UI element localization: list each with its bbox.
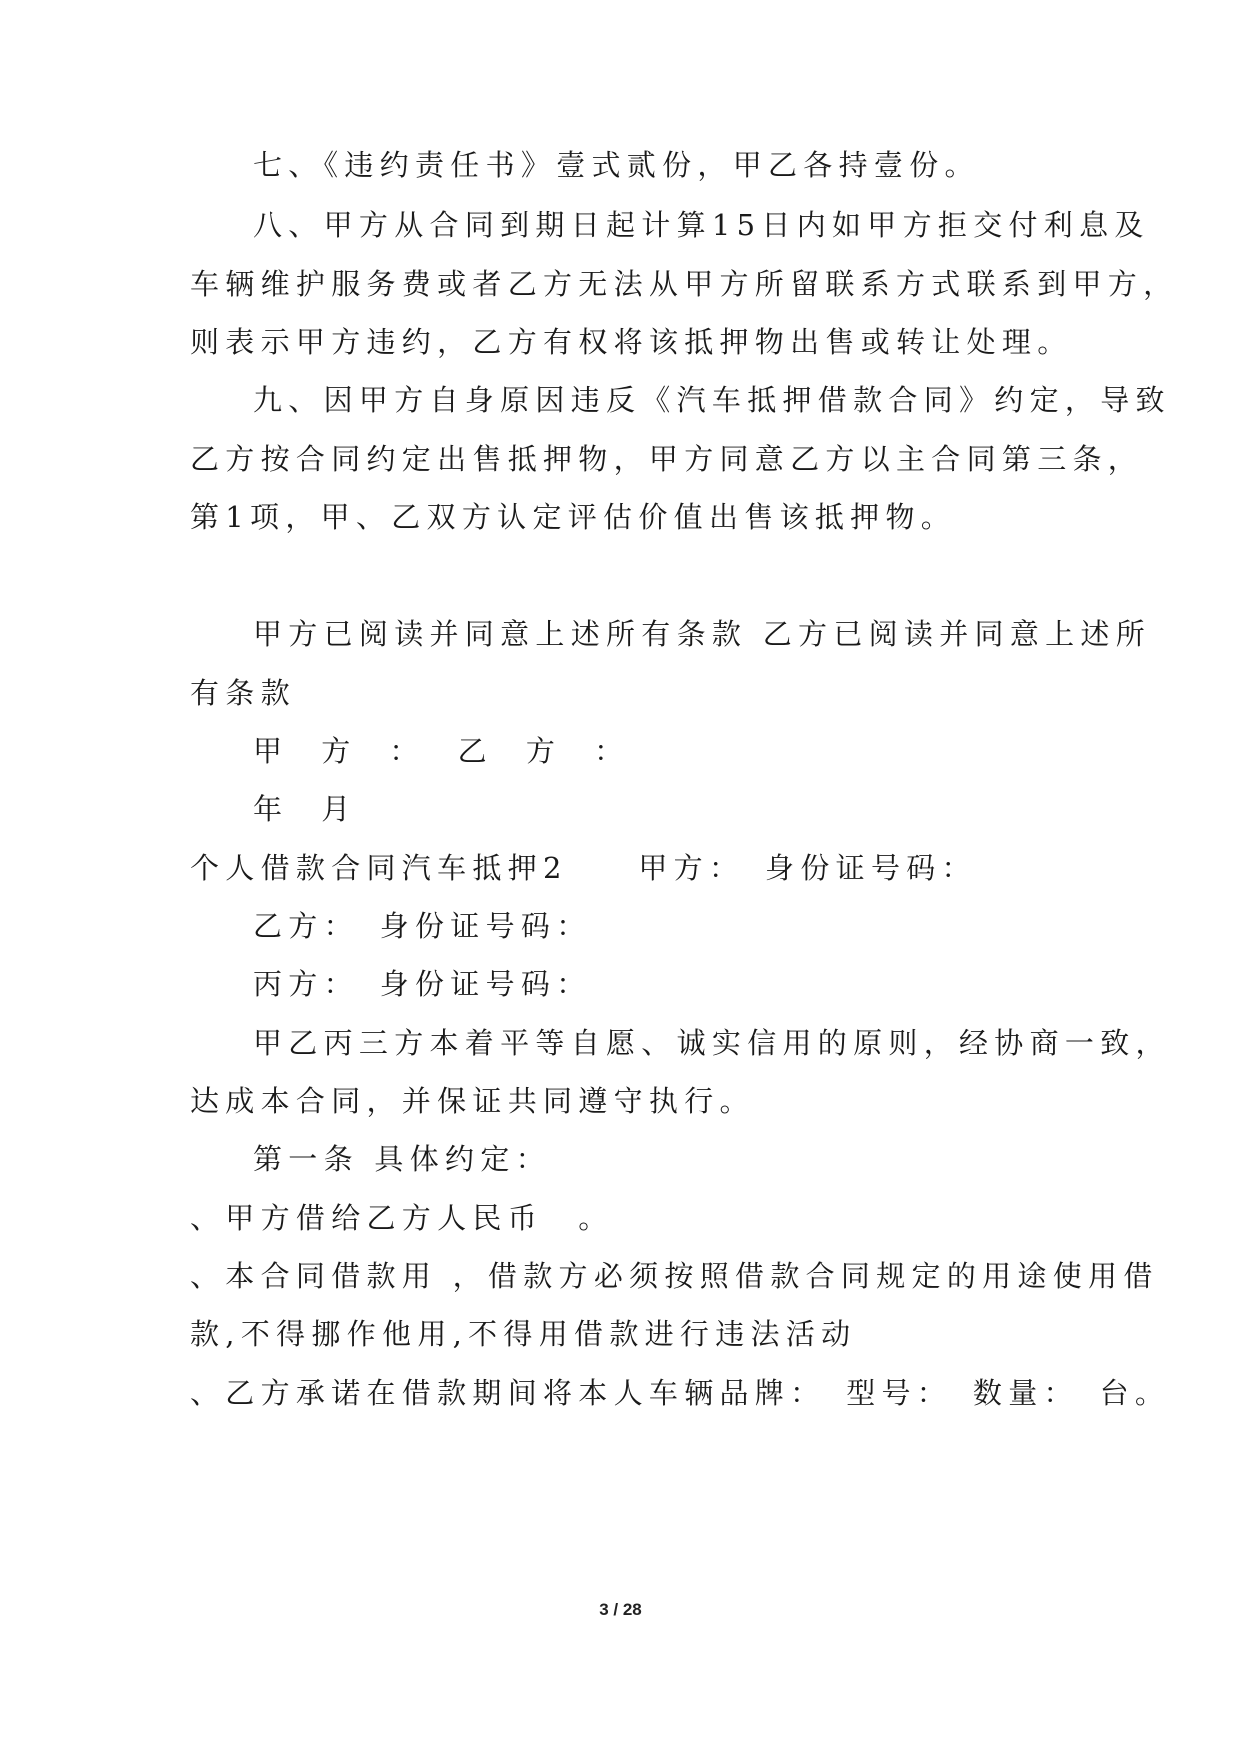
agreement-statement-line-2: 有条款 [190, 676, 296, 710]
agreement-statement-line-1: 甲方已阅读并同意上述所有条款 乙方已阅读并同意上述所 [253, 617, 1152, 651]
signature-parties: 甲 方 ： 乙 方 ： [253, 734, 639, 768]
page-number: 3 / 28 [599, 1600, 642, 1619]
party-c-line: 丙方： 身份证号码： [253, 967, 592, 1001]
paragraph-clause-8-line-2: 车辆维护服务费或者乙方无法从甲方所留联系方式联系到甲方， [190, 267, 1179, 301]
item-loan-purpose-line-2: 款,不得挪作他用,不得用借款进行违法活动 [190, 1317, 857, 1351]
item-vehicle-pledge: 、乙方承诺在借款期间将本人车辆品牌： 型号： 数量： 台。 [190, 1376, 1171, 1410]
paragraph-clause-9-line-2: 乙方按合同约定出售抵押物，甲方同意乙方以主合同第三条， [190, 442, 1144, 476]
paragraph-clause-7: 七、《违约责任书》壹式贰份，甲乙各持壹份。 [253, 148, 980, 182]
paragraph-clause-8-line-1: 八、甲方从合同到期日起计算15日内如甲方拒交付利息及 [253, 208, 1150, 242]
item-loan-amount: 、甲方借给乙方人民币 。 [190, 1201, 614, 1235]
paragraph-clause-8-line-3: 则表示甲方违约，乙方有权将该抵押物出售或转让处理。 [190, 325, 1073, 359]
article-1-heading: 第一条 具体约定： [253, 1142, 551, 1176]
party-b-line: 乙方： 身份证号码： [253, 909, 592, 943]
paragraph-clause-9-line-3: 第1项，甲、乙双方认定评估价值出售该抵押物。 [190, 500, 957, 534]
contract-title-line: 个人借款合同汽车抵押2 甲方： 身份证号码： [190, 851, 977, 885]
paragraph-clause-9-line-1: 九、因甲方自身原因违反《汽车抵押借款合同》约定，导致 [253, 383, 1171, 417]
preamble-line-2: 达成本合同，并保证共同遵守执行。 [190, 1084, 755, 1118]
signature-date: 年 月 [253, 792, 366, 826]
preamble-line-1: 甲乙丙三方本着平等自愿、诚实信用的原则，经协商一致， [253, 1026, 1171, 1060]
item-loan-purpose-line-1: 、本合同借款用 ，借款方必须按照借款合同规定的用途使用借 [190, 1259, 1159, 1293]
